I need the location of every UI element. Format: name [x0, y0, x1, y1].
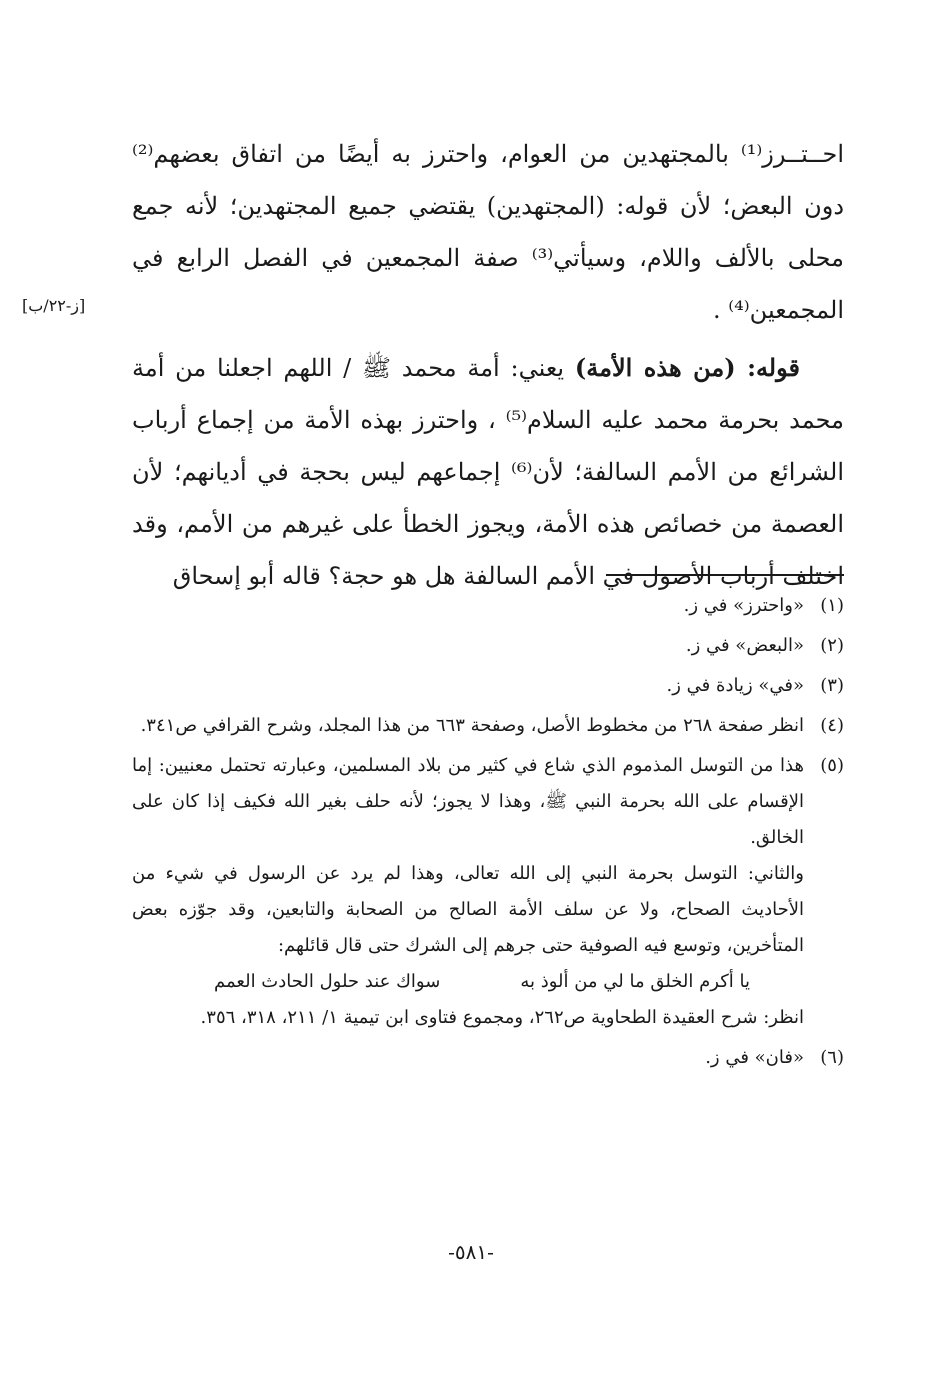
footnote-text: «البعض» في ز. [685, 635, 804, 656]
paragraph-2-lead: قوله: (من هذه الأمة) [574, 353, 800, 382]
page-number: -٥٨١- [448, 1240, 494, 1264]
paragraph-2 [132, 342, 844, 602]
footnote-4 [132, 708, 844, 744]
footnote-reference: انظر: شرح العقيدة الطحاوية ص٢٦٢، ومجموع فتاوى ابن تيمية ١/ ٢١١، ٣١٨، ٣٥٦. [200, 1007, 804, 1028]
footnote-number: (١) [820, 595, 844, 616]
footnote-number: (٢) [820, 635, 844, 656]
footnote-number: (٦) [820, 1047, 844, 1068]
footnote-3 [132, 668, 844, 704]
manuscript-reference: [ز-٢٢/ب] [22, 296, 86, 315]
footnote-text: «واحترز» في ز. [683, 595, 804, 616]
main-text [132, 128, 844, 602]
footnote-number: (٤) [820, 715, 844, 736]
footnote-text: «في» زيادة في ز. [666, 675, 804, 696]
footnote-text: «فان» في ز. [705, 1047, 804, 1068]
footnote-text-block [132, 748, 804, 1036]
footnote-number: (٣) [820, 675, 844, 696]
footnote-1 [132, 588, 844, 624]
verse-first-hemistich: يا أكرم الخلق ما لي من ألوذ به [520, 971, 750, 992]
footnote-text: انظر صفحة ٢٦٨ من مخطوط الأصل، وصفحة ٦٦٣ من هذا المجلد، وشرح القرافي ص٣٤١. [140, 715, 804, 736]
paragraph-1: احــتــرز⁽¹⁾ بالمجتهدين من العوام، واحترز به أيضًا من اتفاق بعضهم⁽²⁾ دون البعض؛ لأن قوله: (المجتهدين) يقتضي جميع المجتهدين؛ لأنه جمع محلى بالألف واللام، وسيأتي⁽³⁾ صفة المجمعين في الفصل الرابع في المجمعين⁽⁴⁾ . [132, 140, 845, 324]
footnote-6 [132, 1040, 844, 1076]
verse-second-hemistich: سواك عند حلول الحادث العمم [214, 971, 441, 992]
footnote-number: (٥) [820, 755, 844, 776]
footnote-5 [132, 748, 844, 1036]
footnote-separator [606, 574, 844, 576]
paragraph-2-body: يعني: أمة محمد ﷺ / اللهم اجعلنا من أمة محمد بحرمة محمد عليه السلام⁽⁵⁾ ، واحترز بهذه الأمة من إجماع أرباب الشرائع من الأمم السالفة؛ لأن⁽⁶⁾ إجماعهم ليس بحجة في أديانهم؛ لأن العصمة من خصائص هذه الأمة، ويجوز الخطأ على غيرهم من الأمم، وقد اختلف أرباب الأصول في الأمم السالفة هل هو حجة؟ قاله أبو إسحاق [132, 354, 845, 590]
poetry-verse [132, 964, 804, 1000]
footnote-text: هذا من التوسل المذموم الذي شاع في كثير من بلاد المسلمين، وعبارته تحتمل معنيين: إما الإقسام على الله بحرمة النبي ﷺ، وهذا لا يجوز؛ لأنه حلف بغير الله فكيف إذا كان على الخالق. [132, 755, 804, 848]
footnote-2 [132, 628, 844, 664]
footnote-second-meaning: والثاني: التوسل بحرمة النبي إلى الله تعالى، وهذا لم يرد عن الرسول في شيء من الأحاديث الصحاح، ولا عن سلف الأمة الصالح من الصحابة والتابعين، وقد جوّزه بعض المتأخرين، وتوسع فيه الصوفية حتى جرهم إلى الشرك حتى قال قائلهم: [132, 863, 804, 956]
footnotes [132, 588, 844, 1080]
